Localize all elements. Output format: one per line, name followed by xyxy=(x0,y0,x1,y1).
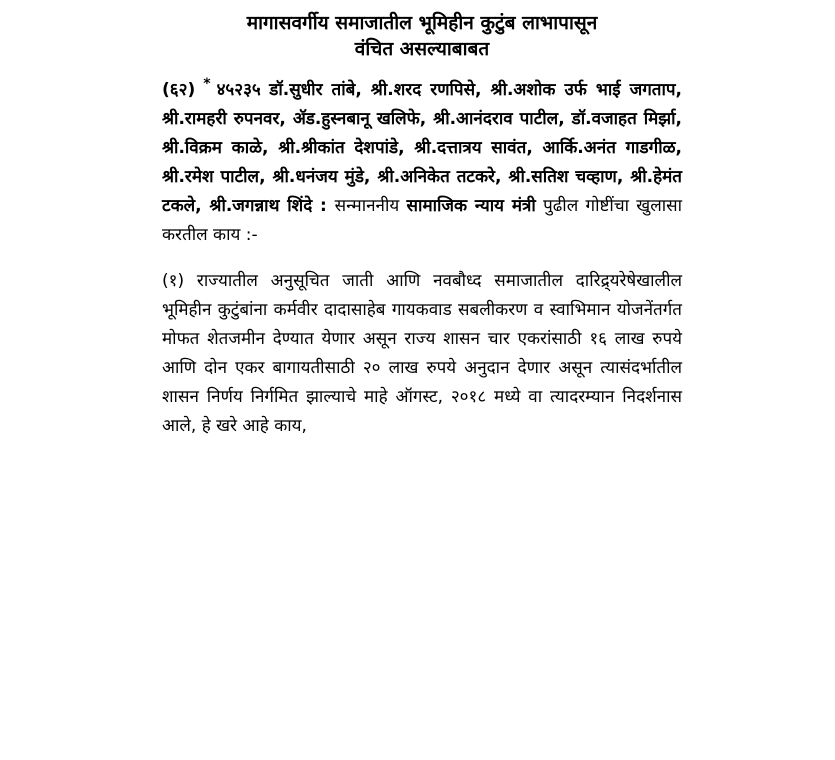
title-line-2: वंचित असल्याबाबत xyxy=(354,38,490,60)
question-honorific: सन्माननीय xyxy=(334,196,400,216)
question-block xyxy=(162,76,682,250)
document-page xyxy=(162,10,682,441)
question-minister: सामाजिक न्याय मंत्री xyxy=(406,196,536,216)
starred-question-mark: * xyxy=(203,76,211,93)
question-number: ४५२३५ xyxy=(216,80,261,100)
question-paragraph-1: (१) राज्यातील अनुसूचित जाती आणि नवबौध्द समाजातील दारिद्र्यरेषेखालील भूमिहीन कुटुंबांना कर्मवीर दादासाहेब गायकवाड सबलीकरण व स्वाभिमान योजनेंतर्गत मोफत शेतजमीन देण्यात येणार असून राज्य शासन चार एकरांसाठी १६ लाख रुपये आणि दोन एकर बागायतीसाठी २० लाख रुपये अनुदान देणार असून त्यासंदर्भातील शासन निर्णय निर्गमित झाल्याचे माहे ऑगस्ट, २०१८ मध्ये वा त्यादरम्यान निदर्शनास आले, हे खरे आहे काय, xyxy=(162,271,682,436)
title-line-1: मागासवर्गीय समाजातील भूमिहीन कुटुंब लाभापासून xyxy=(246,12,598,34)
question-members: डॉ.सुधीर तांबे, श्री.शरद रणपिसे, श्री.अशोक उर्फ भाई जगताप, श्री.रामहरी रुपनवर, ॲड.हुस्नबानू खलिफे, श्री.आनंदराव पाटील, डॉ.वजाहत मिर्झा, श्री.विक्रम काळे, श्री.श्रीकांत देशपांडे, श्री.दत्तात्रय सावंत, आर्कि.अनंत गाडगीळ, श्री.रमेश पाटील, श्री.धनंजय मुंडे, श्री.अनिकेत तटकरे, श्री.सतिश चव्हाण, श्री.हेमंत टकले, श्री.जगन्नाथ शिंदे xyxy=(162,80,682,216)
question-ask: पुढील गोष्टींचा खुलासा करतील काय :- xyxy=(162,196,683,245)
question-serial: (६२) xyxy=(162,80,196,100)
document-title xyxy=(162,10,682,62)
question-colon: : xyxy=(312,196,335,216)
